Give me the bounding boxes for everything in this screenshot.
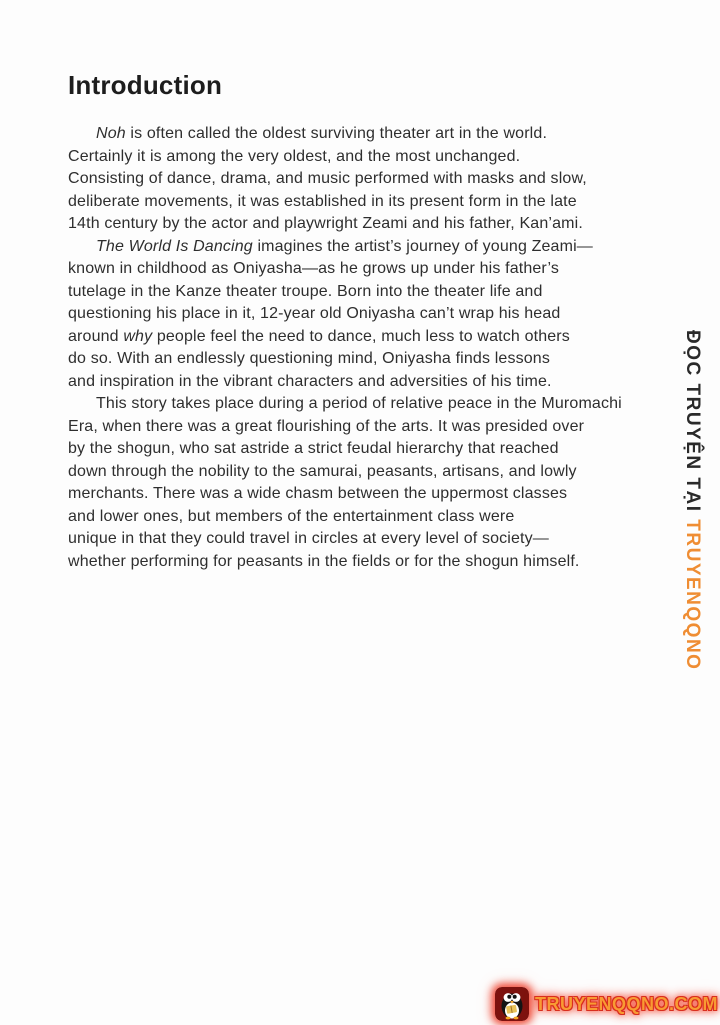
text-line: Certainly it is among the very oldest, and the most unchanged. <box>68 147 521 165</box>
introduction-section <box>68 70 668 573</box>
text-line: Consisting of dance, drama, and music performed with masks and slow, <box>68 170 587 187</box>
text-line: The World Is Dancing imagines the artist’s journey of young Zeami— <box>96 237 593 255</box>
text-line: whether performing for peasants in the fields or for the shogun himself. <box>68 552 580 570</box>
site-logo-text: TRUYENQQNO.COM <box>534 993 718 1014</box>
text-line: known in childhood as Oniyasha—as he grows up under his father’s <box>68 260 560 277</box>
text-line: unique in that they could travel in circles at every level of society— <box>68 530 549 547</box>
text-line: and inspiration in the vibrant characters and adversities of his time. <box>68 372 552 390</box>
text-line: Era, when there was a great flourishing of the arts. It was presided over <box>68 417 585 435</box>
text-line: Noh is often called the oldest surviving theater art in the world. <box>96 125 548 142</box>
page-title: Introduction <box>68 70 223 100</box>
site-logo <box>495 987 718 1021</box>
text-line: tutelage in the Kanze theater troupe. Born into the theater life and <box>68 282 543 300</box>
intro-paragraph <box>68 123 668 236</box>
watermark-brand-text: TRUYENQQNO <box>682 519 703 671</box>
text-line: 14th century by the actor and playwright Zeami and his father, Kan’ami. <box>68 215 583 232</box>
text-line: do so. With an endlessly questioning mind, Oniyasha finds lessons <box>68 350 551 367</box>
watermark-prefix-text: ĐỌC TRUYỆN TẠI <box>682 330 703 520</box>
intro-paragraph <box>68 393 668 573</box>
intro-paragraph <box>68 236 668 394</box>
vertical-watermark <box>681 330 703 670</box>
text-line: around why people feel the need to dance, much less to watch others <box>68 327 570 345</box>
text-line: This story takes place during a period of relative peace in the Muromachi <box>96 395 622 412</box>
paragraphs-container <box>68 123 668 573</box>
text-line: merchants. There was a wide chasm between the uppermost classes <box>68 485 568 502</box>
text-line: questioning his place in it, 12-year old Oniyasha can’t wrap his head <box>68 305 561 322</box>
text-line: by the shogun, who sat astride a strict feudal hierarchy that reached <box>68 440 559 457</box>
text-line: deliberate movements, it was established in its present form in the late <box>68 192 577 210</box>
text-line: down through the nobility to the samurai, peasants, artisans, and lowly <box>68 462 577 480</box>
penguin-mascot-icon <box>495 987 529 1021</box>
text-line: and lower ones, but members of the entertainment class were <box>68 507 515 525</box>
